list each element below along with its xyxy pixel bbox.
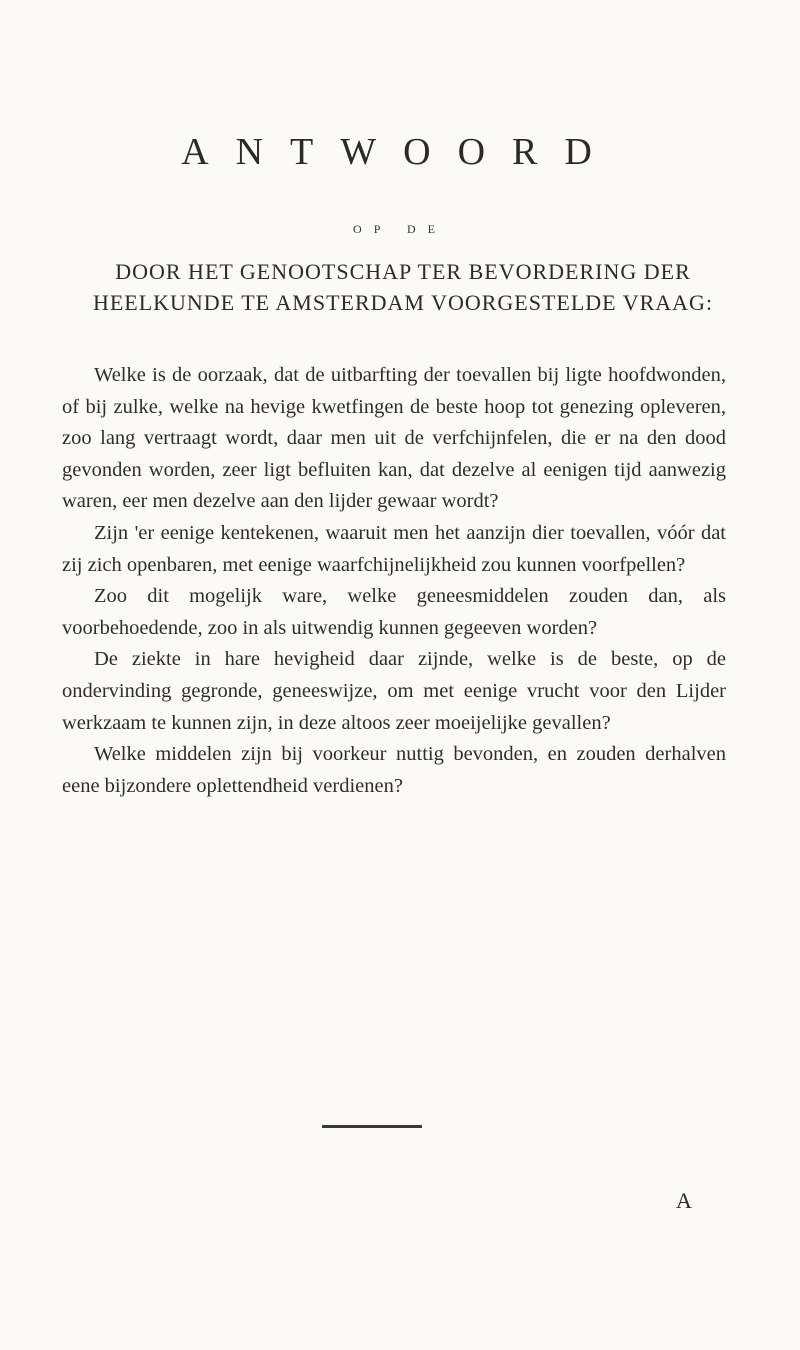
catchword: A [676, 1188, 692, 1213]
body-text [62, 360, 726, 802]
section-heading: DOOR HET GENOOTSCHAP TER BEVORDERING DER HEELKUNDE TE AMSTERDAM VOORGESTELDE VRAAG: [92, 259, 714, 315]
paragraph: Welke middelen zijn bij voorkeur nuttig bevonden, en zouden derhalven eene bijzondere oplettendheid verdienen? [62, 743, 726, 797]
divider-rule [322, 1125, 422, 1128]
paragraph: De ziekte in hare hevigheid daar zijnde, welke is de beste, op de ondervinding gegronde, geneeswijze, om met eenige vrucht voor den Lijder werkzaam te kunnen zijn, in deze altoos zeer moeijelijke gevallen? [62, 648, 726, 734]
paragraph: Zijn 'er eenige kentekenen, waaruit men het aanzijn dier toevallen, vóór dat zij zich openbaren, met eenige waarfchijnelijkheid zou kunnen voorfpellen? [62, 521, 726, 576]
paragraph: Zoo dit mogelijk ware, welke geneesmiddelen zouden dan, als voorbehoedende, zoo in als uitwendig kunnen gegeeven worden? [62, 585, 726, 639]
page-title: ANTWOORD [181, 131, 619, 173]
paragraph: Welke is de oorzaak, dat de uitbarfting der toevallen bij ligte hoofdwonden, of bij zulke, welke na hevige kwetfingen de beste hoop tot genezing opleveren, zoo lang vertraagt wordt, daar men uit de verfchijnfelen, die er na den dood gevonden worden, zeer ligt befluiten kan, dat dezelve al eenigen tijd aanwezig waren, eer men dezelve aan den lijder gewaar wordt? [62, 364, 726, 513]
subtitle: OP DE [353, 222, 447, 236]
